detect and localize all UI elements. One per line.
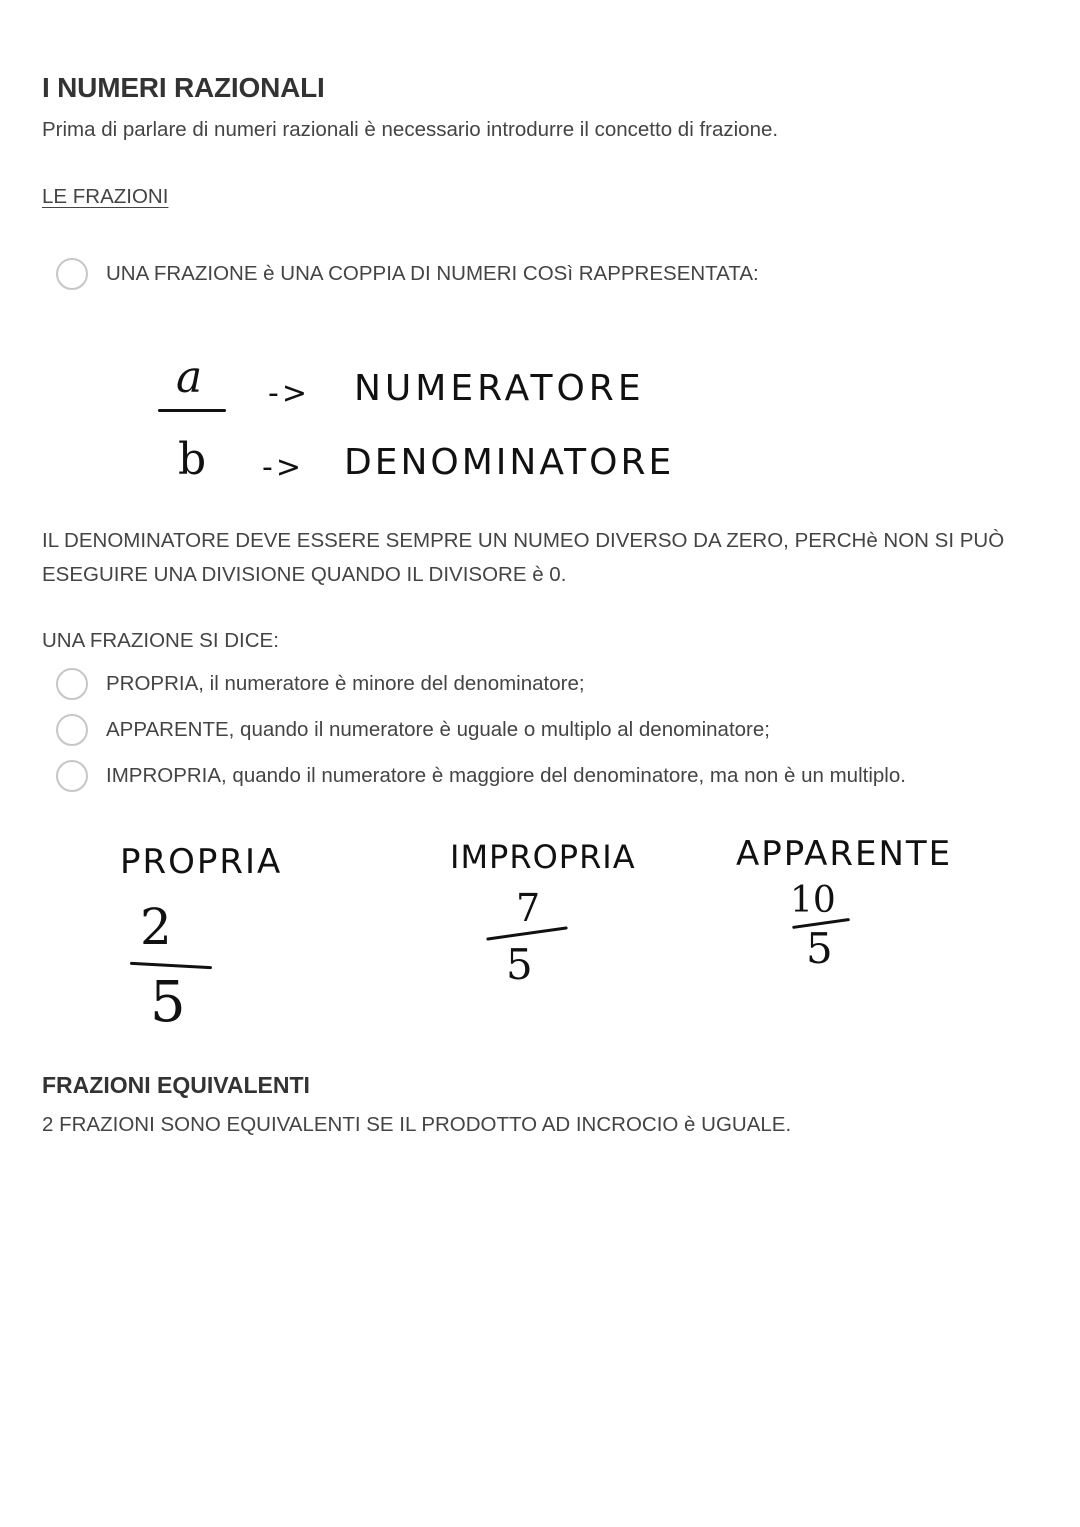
example-numerator-impropria: 7	[516, 886, 541, 930]
classification-item-apparente	[56, 714, 770, 746]
page-title: I NUMERI RAZIONALI	[42, 72, 325, 103]
example-label-propria: PROPRIA	[120, 842, 283, 882]
classification-item-impropria	[56, 760, 906, 792]
section-heading-frazioni-equivalenti: FRAZIONI EQUIVALENTI	[42, 1072, 310, 1098]
denominator-note-line2: ESEGUIRE UNA DIVISIONE QUANDO IL DIVISORE è 0.	[42, 563, 567, 586]
fraction-bar	[158, 409, 226, 412]
classification-item-text: PROPRIA, il numeratore è minore del denominatore;	[106, 672, 585, 695]
classification-intro: UNA FRAZIONE SI DICE:	[42, 629, 279, 652]
classification-item-propria	[56, 668, 585, 700]
example-denominator-apparente: 5	[806, 924, 833, 973]
intro-text: Prima di parlare di numeri razionali è necessario introdurre il concetto di frazione.	[42, 118, 779, 141]
circle-bullet-icon[interactable]	[56, 668, 88, 700]
circle-bullet-icon[interactable]	[56, 714, 88, 746]
definition-bullet-text: UNA FRAZIONE è UNA COPPIA DI NUMERI COSì RAPPRESENTATA:	[106, 262, 759, 285]
circle-bullet-icon[interactable]	[56, 258, 88, 290]
definition-bullet	[56, 258, 759, 290]
example-denominator-propria: 5	[150, 970, 186, 1035]
example-label-apparente: APPARENTE	[736, 834, 953, 874]
denominator-label: DENOMINATORE	[344, 442, 675, 483]
example-numerator-apparente: 10	[790, 880, 836, 921]
circle-bullet-icon[interactable]	[56, 760, 88, 792]
section-heading-le-frazioni: LE FRAZIONI	[42, 185, 169, 208]
classification-item-text: IMPROPRIA, quando il numeratore è maggiore del denominatore, ma non è un multiplo.	[106, 764, 906, 787]
classification-item-text: APPARENTE, quando il numeratore è uguale o multiplo al denominatore;	[106, 718, 770, 741]
example-numerator-propria: 2	[140, 898, 172, 956]
example-fraction-bar-propria	[130, 962, 212, 969]
numerator-arrow: ->	[268, 376, 310, 411]
numerator-symbol: a	[176, 352, 203, 403]
denominator-note-line1: IL DENOMINATORE DEVE ESSERE SEMPRE UN NUMEO DIVERSO DA ZERO, PERCHè NON SI PUÒ	[42, 529, 1005, 552]
equivalent-text: 2 FRAZIONI SONO EQUIVALENTI SE IL PRODOTTO AD INCROCIO è UGUALE.	[42, 1113, 792, 1136]
numerator-label: NUMERATORE	[354, 368, 645, 409]
denominator-arrow: ->	[262, 450, 304, 485]
example-label-impropria: IMPROPRIA	[450, 838, 636, 876]
denominator-symbol: b	[178, 434, 207, 485]
example-denominator-impropria: 5	[506, 940, 533, 989]
